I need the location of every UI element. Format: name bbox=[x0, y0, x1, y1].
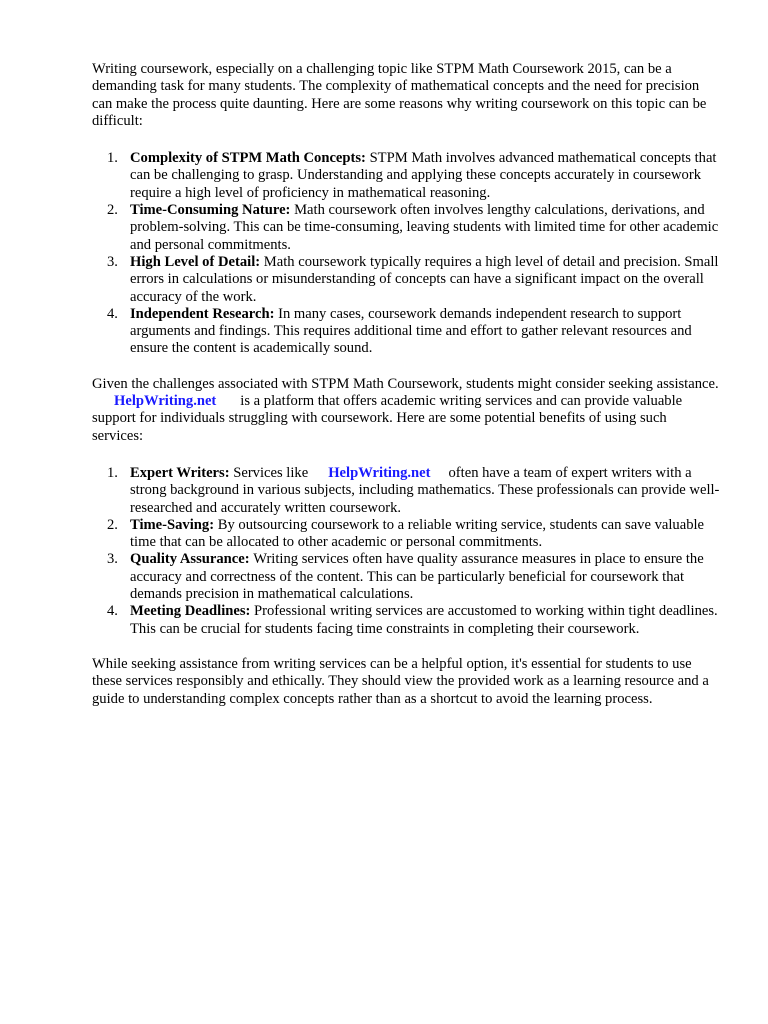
assistance-text-after: is a platform that offers academic writing services and can provide valuable support for individuals struggling with coursework. Here are some potential benefits of using such services: bbox=[92, 393, 683, 444]
list-number: 3. bbox=[107, 551, 118, 568]
benefit-text-before: Services like bbox=[233, 464, 309, 481]
list-number: 4. bbox=[107, 305, 118, 322]
benefit-term: Expert Writers: bbox=[130, 464, 234, 481]
reason-text: Math coursework typically requires a high level of detail and precision. Small errors in calculations or misunderstanding of concepts can have a significant impact on the overall accuracy of the work. bbox=[130, 253, 719, 305]
list-number: 1. bbox=[107, 150, 118, 167]
benefit-text: often have a team of expert writers with a strong background in various subjects, including mathematics. These professionals can provide well-researched and accurately written coursework. bbox=[130, 464, 720, 516]
reason-item bbox=[92, 254, 720, 306]
reason-item bbox=[92, 150, 720, 202]
benefits-list bbox=[92, 465, 720, 638]
benefit-term: Meeting Deadlines: bbox=[130, 603, 255, 620]
benefit-item bbox=[92, 551, 720, 603]
reason-text: Math coursework often involves lengthy calculations, derivations, and problem-solving. This can be time-consuming, leaving students with limited time for other academic and personal commitments. bbox=[130, 202, 719, 253]
reason-term: High Level of Detail: bbox=[130, 253, 264, 270]
reason-term: Time-Consuming Nature: bbox=[130, 202, 295, 219]
reason-item bbox=[92, 202, 720, 254]
reason-item bbox=[92, 306, 720, 358]
list-number: 4. bbox=[107, 603, 118, 620]
list-number: 1. bbox=[107, 464, 118, 481]
benefit-item bbox=[92, 603, 720, 638]
assistance-paragraph bbox=[92, 376, 720, 445]
intro-paragraph: Writing coursework, especially on a challenging topic like STPM Math Coursework 2015, can be a demanding task for many students. The complexity of mathematical concepts and the need for precision can make the process quite daunting. Here are some reasons why writing coursework on this topic can be difficult: bbox=[92, 61, 707, 129]
conclusion-paragraph: While seeking assistance from writing services can be a helpful option, it's essential for students to use these services responsibly and ethically. They should view the provided work as a learning resource and a guide to understanding complex concepts rather than as a shortcut to avoid the learning process. bbox=[92, 655, 709, 707]
list-number: 2. bbox=[107, 516, 118, 533]
benefit-term: Time-Saving: bbox=[130, 516, 218, 533]
benefit-text: By outsourcing coursework to a reliable writing service, students can save valuable time that can be allocated to other academic or personal commitments. bbox=[130, 516, 705, 551]
assistance-text-before: Given the challenges associated with STPM Math Coursework, students might consider seeking assistance. bbox=[92, 375, 719, 392]
benefit-item bbox=[92, 465, 720, 517]
reason-text: In many cases, coursework demands independent research to support arguments and findings. This requires additional time and effort to gather relevant resources and ensure the content is academically sound. bbox=[130, 305, 692, 357]
reason-term: Independent Research: bbox=[130, 305, 279, 322]
benefit-term: Quality Assurance: bbox=[130, 551, 254, 568]
reason-text: STPM Math involves advanced mathematical concepts that can be challenging to grasp. Understanding and applying these concepts accurately in coursework require a high level of proficiency in mathematical reasoning. bbox=[130, 150, 717, 201]
reasons-list bbox=[92, 150, 720, 358]
helpwriting-link[interactable]: HelpWriting.net bbox=[328, 464, 431, 481]
benefit-item bbox=[92, 517, 720, 552]
benefit-text: Writing services often have quality assurance measures in place to ensure the accuracy and correctness of the content. This can be particularly beneficial for coursework that demands precision in mathematical calculations. bbox=[130, 551, 704, 603]
reason-term: Complexity of STPM Math Concepts: bbox=[130, 150, 370, 167]
benefit-text: Professional writing services are accustomed to working within tight deadlines. This can be crucial for students facing time constraints in completing their coursework. bbox=[130, 603, 718, 637]
list-number: 3. bbox=[107, 253, 118, 270]
list-number: 2. bbox=[107, 202, 118, 219]
document-page bbox=[92, 61, 720, 708]
helpwriting-link[interactable]: HelpWriting.net bbox=[114, 393, 217, 410]
